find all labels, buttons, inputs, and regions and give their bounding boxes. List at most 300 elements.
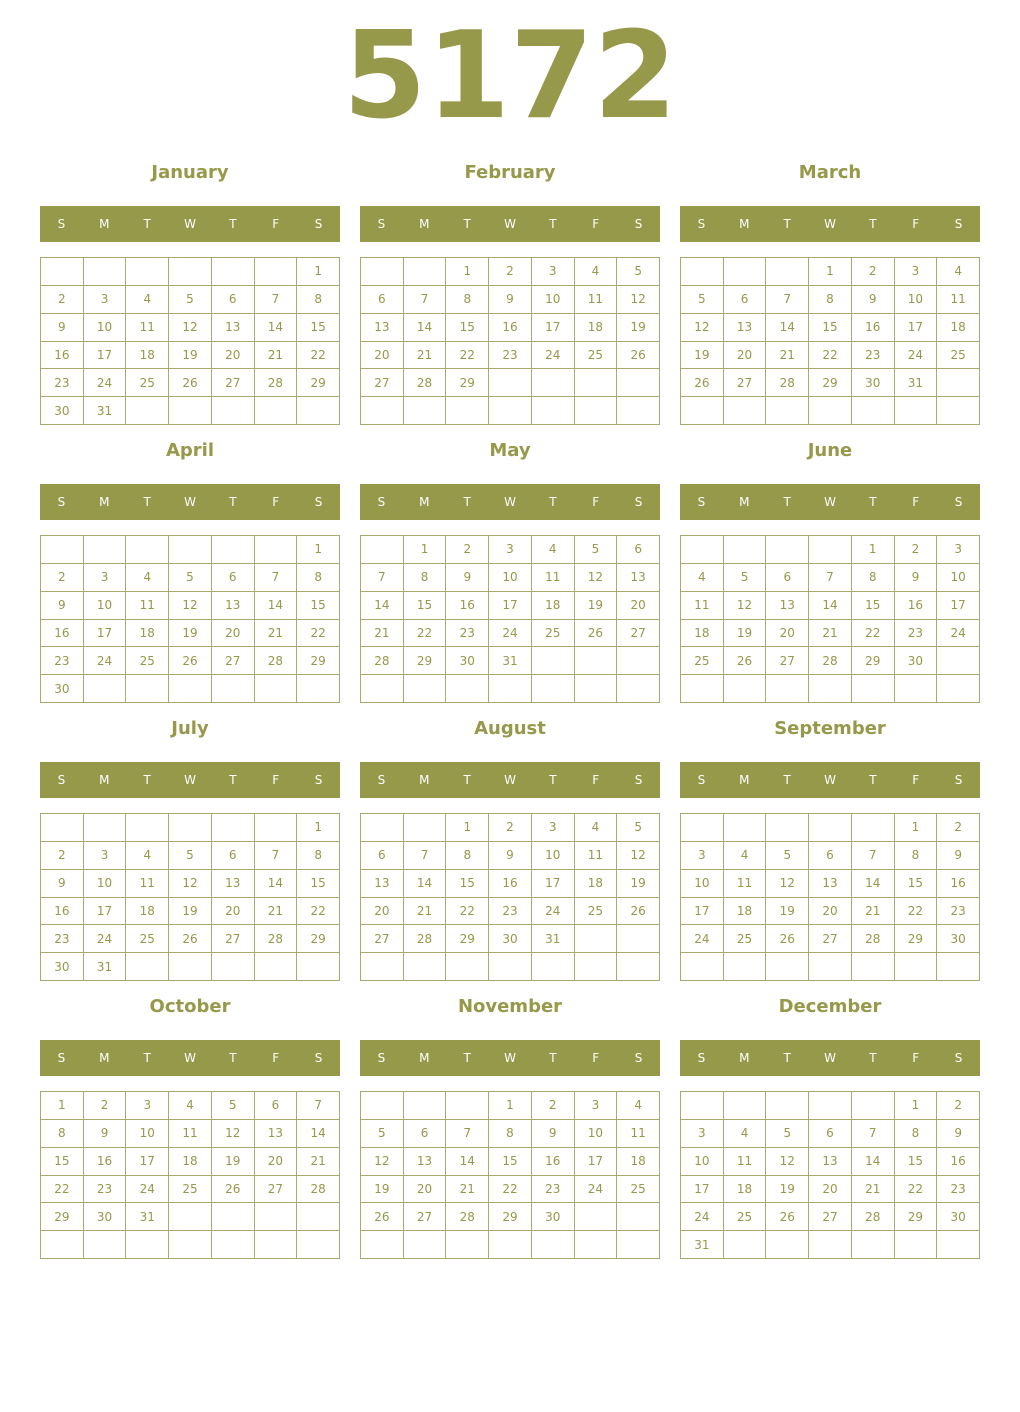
- day-cell: 15: [895, 1148, 938, 1176]
- day-cell: 7: [766, 286, 809, 314]
- day-cell: 30: [895, 647, 938, 675]
- day-cell: 13: [361, 870, 404, 898]
- day-cell: 13: [766, 592, 809, 620]
- day-cell: 29: [297, 925, 340, 953]
- weekday-label: T: [229, 1051, 237, 1065]
- day-cell: 5: [169, 286, 212, 314]
- weekday-label: T: [783, 773, 791, 787]
- weekday-label: S: [314, 773, 323, 787]
- weekday-label: T: [143, 495, 151, 509]
- day-cell: 17: [532, 870, 575, 898]
- empty-cell: [404, 1092, 447, 1120]
- day-cell: 29: [895, 925, 938, 953]
- day-cell: 3: [126, 1092, 169, 1120]
- weekday-label: T: [463, 217, 471, 231]
- day-cell: 24: [489, 620, 532, 648]
- day-cell: 6: [724, 286, 767, 314]
- day-cell: 21: [361, 620, 404, 648]
- empty-cell: [617, 1203, 660, 1231]
- empty-cell: [681, 397, 724, 425]
- day-cell: 26: [361, 1203, 404, 1231]
- day-cell: 30: [489, 925, 532, 953]
- day-cell: 4: [681, 564, 724, 592]
- weekday-header: [40, 206, 340, 242]
- month-december: [680, 994, 980, 1260]
- empty-cell: [255, 814, 298, 842]
- day-cell: 17: [681, 898, 724, 926]
- day-cell: 1: [446, 814, 489, 842]
- empty-cell: [617, 369, 660, 397]
- weekday-label: F: [592, 773, 600, 787]
- weekday-label: M: [99, 217, 110, 231]
- month-title: October: [149, 996, 231, 1017]
- weekday-label: M: [99, 495, 110, 509]
- empty-cell: [255, 397, 298, 425]
- day-cell: 25: [681, 647, 724, 675]
- weekday-label: T: [549, 217, 557, 231]
- empty-cell: [169, 536, 212, 564]
- empty-cell: [404, 397, 447, 425]
- day-cell: 15: [41, 1148, 84, 1176]
- day-cell: 16: [489, 314, 532, 342]
- day-cell: 9: [41, 592, 84, 620]
- day-cell: 25: [724, 1203, 767, 1231]
- day-cell: 14: [852, 1148, 895, 1176]
- day-cell: 25: [126, 647, 169, 675]
- empty-cell: [212, 258, 255, 286]
- day-cell: 19: [617, 870, 660, 898]
- weekday-label: M: [419, 773, 430, 787]
- day-grid: [680, 257, 980, 425]
- day-cell: 21: [852, 1176, 895, 1204]
- day-cell: 10: [84, 314, 127, 342]
- weekday-label: S: [954, 1051, 963, 1065]
- day-cell: 15: [297, 870, 340, 898]
- day-cell: 19: [617, 314, 660, 342]
- day-cell: 8: [297, 842, 340, 870]
- weekday-label: S: [314, 217, 323, 231]
- weekday-label: S: [314, 495, 323, 509]
- day-cell: 18: [126, 898, 169, 926]
- day-cell: 8: [446, 842, 489, 870]
- day-cell: 7: [255, 842, 298, 870]
- day-cell: 14: [766, 314, 809, 342]
- day-cell: 25: [532, 620, 575, 648]
- weekday-label: T: [869, 1051, 877, 1065]
- day-cell: 22: [297, 898, 340, 926]
- day-cell: 21: [446, 1176, 489, 1204]
- day-cell: 17: [84, 342, 127, 370]
- day-cell: 15: [297, 592, 340, 620]
- day-cell: 19: [681, 342, 724, 370]
- day-cell: 1: [446, 258, 489, 286]
- day-cell: 5: [575, 536, 618, 564]
- day-cell: 13: [724, 314, 767, 342]
- day-cell: 15: [852, 592, 895, 620]
- empty-cell: [724, 1092, 767, 1120]
- day-cell: 20: [617, 592, 660, 620]
- empty-cell: [724, 536, 767, 564]
- day-cell: 30: [446, 647, 489, 675]
- day-cell: 10: [489, 564, 532, 592]
- day-cell: 9: [489, 286, 532, 314]
- day-cell: 1: [852, 536, 895, 564]
- day-cell: 29: [404, 647, 447, 675]
- day-cell: 6: [404, 1120, 447, 1148]
- day-cell: 16: [937, 1148, 980, 1176]
- empty-cell: [575, 675, 618, 703]
- weekday-label: S: [697, 773, 706, 787]
- day-cell: 18: [169, 1148, 212, 1176]
- day-cell: 24: [681, 925, 724, 953]
- day-cell: 11: [617, 1120, 660, 1148]
- day-cell: 27: [255, 1176, 298, 1204]
- day-cell: 9: [852, 286, 895, 314]
- day-cell: 18: [617, 1148, 660, 1176]
- empty-cell: [895, 1231, 938, 1259]
- day-cell: 8: [489, 1120, 532, 1148]
- day-cell: 2: [895, 536, 938, 564]
- day-cell: 4: [126, 564, 169, 592]
- day-cell: 28: [809, 647, 852, 675]
- day-cell: 8: [895, 1120, 938, 1148]
- empty-cell: [169, 397, 212, 425]
- empty-cell: [617, 953, 660, 981]
- empty-cell: [575, 397, 618, 425]
- empty-cell: [852, 1092, 895, 1120]
- day-cell: 19: [724, 620, 767, 648]
- empty-cell: [575, 1203, 618, 1231]
- day-grid: [680, 1091, 980, 1259]
- weekday-label: S: [57, 1051, 66, 1065]
- month-february: [360, 160, 660, 426]
- day-cell: 6: [809, 842, 852, 870]
- empty-cell: [681, 1092, 724, 1120]
- day-cell: 11: [169, 1120, 212, 1148]
- empty-cell: [532, 675, 575, 703]
- day-cell: 7: [255, 564, 298, 592]
- empty-cell: [297, 1203, 340, 1231]
- day-grid: [40, 1091, 340, 1259]
- day-cell: 14: [297, 1120, 340, 1148]
- day-cell: 17: [126, 1148, 169, 1176]
- day-cell: 2: [489, 258, 532, 286]
- day-cell: 5: [617, 814, 660, 842]
- day-cell: 17: [681, 1176, 724, 1204]
- month-july: [40, 716, 340, 982]
- empty-cell: [809, 814, 852, 842]
- month-title: December: [778, 996, 882, 1017]
- empty-cell: [937, 369, 980, 397]
- day-cell: 18: [575, 870, 618, 898]
- empty-cell: [255, 953, 298, 981]
- day-cell: 23: [446, 620, 489, 648]
- empty-cell: [681, 814, 724, 842]
- empty-cell: [809, 536, 852, 564]
- empty-cell: [895, 953, 938, 981]
- day-cell: 16: [895, 592, 938, 620]
- weekday-label: F: [912, 1051, 920, 1065]
- month-june: [680, 438, 980, 704]
- empty-cell: [575, 925, 618, 953]
- empty-cell: [681, 258, 724, 286]
- day-cell: 13: [809, 1148, 852, 1176]
- day-cell: 20: [212, 342, 255, 370]
- empty-cell: [681, 536, 724, 564]
- day-cell: 23: [489, 342, 532, 370]
- day-cell: 5: [681, 286, 724, 314]
- day-cell: 1: [809, 258, 852, 286]
- day-cell: 3: [895, 258, 938, 286]
- day-cell: 6: [361, 286, 404, 314]
- day-cell: 25: [617, 1176, 660, 1204]
- day-cell: 23: [895, 620, 938, 648]
- day-cell: 12: [617, 286, 660, 314]
- day-cell: 5: [724, 564, 767, 592]
- day-cell: 22: [297, 342, 340, 370]
- day-cell: 12: [575, 564, 618, 592]
- weekday-label: M: [419, 1051, 430, 1065]
- empty-cell: [532, 1231, 575, 1259]
- month-title: June: [807, 440, 853, 461]
- day-cell: 1: [297, 814, 340, 842]
- day-cell: 19: [169, 898, 212, 926]
- weekday-label: F: [272, 773, 280, 787]
- weekday-label: T: [869, 495, 877, 509]
- weekday-label: F: [912, 773, 920, 787]
- day-cell: 18: [681, 620, 724, 648]
- weekday-label: F: [592, 1051, 600, 1065]
- day-cell: 3: [532, 258, 575, 286]
- day-cell: 17: [575, 1148, 618, 1176]
- day-cell: 27: [361, 925, 404, 953]
- empty-cell: [532, 953, 575, 981]
- day-grid: [40, 813, 340, 981]
- day-grid: [680, 813, 980, 981]
- day-cell: 31: [489, 647, 532, 675]
- day-cell: 13: [617, 564, 660, 592]
- weekday-label: S: [377, 217, 386, 231]
- day-cell: 15: [404, 592, 447, 620]
- empty-cell: [361, 953, 404, 981]
- day-cell: 12: [361, 1148, 404, 1176]
- empty-cell: [724, 1231, 767, 1259]
- day-cell: 30: [41, 675, 84, 703]
- weekday-label: T: [783, 217, 791, 231]
- weekday-header: [360, 206, 660, 242]
- day-cell: 7: [404, 842, 447, 870]
- day-cell: 18: [126, 620, 169, 648]
- month-title: September: [774, 718, 886, 739]
- day-cell: 12: [169, 870, 212, 898]
- day-cell: 18: [937, 314, 980, 342]
- day-cell: 6: [766, 564, 809, 592]
- empty-cell: [766, 953, 809, 981]
- day-cell: 23: [937, 1176, 980, 1204]
- empty-cell: [724, 258, 767, 286]
- day-cell: 17: [489, 592, 532, 620]
- day-cell: 2: [532, 1092, 575, 1120]
- day-cell: 16: [937, 870, 980, 898]
- day-grid: [360, 535, 660, 703]
- empty-cell: [489, 369, 532, 397]
- day-cell: 4: [532, 536, 575, 564]
- weekday-label: S: [697, 217, 706, 231]
- empty-cell: [766, 397, 809, 425]
- day-cell: 17: [532, 314, 575, 342]
- weekday-label: W: [504, 1051, 516, 1065]
- day-cell: 11: [937, 286, 980, 314]
- day-cell: 12: [766, 870, 809, 898]
- day-cell: 21: [255, 898, 298, 926]
- day-cell: 25: [126, 369, 169, 397]
- day-cell: 19: [169, 620, 212, 648]
- empty-cell: [41, 536, 84, 564]
- day-cell: 9: [84, 1120, 127, 1148]
- day-cell: 4: [126, 286, 169, 314]
- day-cell: 13: [212, 314, 255, 342]
- day-cell: 3: [489, 536, 532, 564]
- weekday-header: [680, 484, 980, 520]
- day-cell: 5: [169, 842, 212, 870]
- day-cell: 23: [489, 898, 532, 926]
- day-cell: 24: [84, 925, 127, 953]
- weekday-label: S: [314, 1051, 323, 1065]
- empty-cell: [126, 258, 169, 286]
- empty-cell: [84, 536, 127, 564]
- day-cell: 22: [446, 898, 489, 926]
- day-cell: 16: [41, 620, 84, 648]
- empty-cell: [297, 675, 340, 703]
- empty-cell: [617, 647, 660, 675]
- day-cell: 11: [724, 1148, 767, 1176]
- empty-cell: [212, 536, 255, 564]
- weekday-label: S: [634, 1051, 643, 1065]
- day-cell: 19: [575, 592, 618, 620]
- day-cell: 12: [617, 842, 660, 870]
- empty-cell: [852, 953, 895, 981]
- day-cell: 2: [41, 286, 84, 314]
- weekday-label: W: [184, 495, 196, 509]
- day-grid: [40, 257, 340, 425]
- empty-cell: [575, 953, 618, 981]
- empty-cell: [766, 536, 809, 564]
- day-cell: 4: [937, 258, 980, 286]
- empty-cell: [255, 258, 298, 286]
- month-august: [360, 716, 660, 982]
- day-cell: 16: [84, 1148, 127, 1176]
- day-cell: 21: [255, 620, 298, 648]
- day-cell: 7: [852, 1120, 895, 1148]
- weekday-label: S: [954, 217, 963, 231]
- day-cell: 13: [809, 870, 852, 898]
- day-cell: 12: [169, 592, 212, 620]
- day-cell: 6: [212, 286, 255, 314]
- empty-cell: [212, 953, 255, 981]
- day-cell: 28: [255, 925, 298, 953]
- day-grid: [360, 257, 660, 425]
- weekday-header: [360, 762, 660, 798]
- day-cell: 3: [575, 1092, 618, 1120]
- month-title: May: [489, 440, 531, 461]
- day-cell: 2: [937, 814, 980, 842]
- day-cell: 23: [852, 342, 895, 370]
- empty-cell: [681, 953, 724, 981]
- empty-cell: [255, 675, 298, 703]
- empty-cell: [852, 1231, 895, 1259]
- day-cell: 6: [212, 842, 255, 870]
- day-cell: 19: [766, 898, 809, 926]
- day-cell: 31: [84, 953, 127, 981]
- day-cell: 8: [297, 564, 340, 592]
- day-cell: 5: [766, 1120, 809, 1148]
- day-cell: 12: [766, 1148, 809, 1176]
- day-cell: 4: [724, 842, 767, 870]
- day-cell: 16: [41, 898, 84, 926]
- year-title: 5172: [343, 7, 677, 146]
- day-cell: 31: [532, 925, 575, 953]
- day-grid: [40, 535, 340, 703]
- weekday-label: S: [57, 773, 66, 787]
- weekday-header: [680, 1040, 980, 1076]
- empty-cell: [404, 258, 447, 286]
- day-cell: 23: [41, 647, 84, 675]
- weekday-label: T: [549, 1051, 557, 1065]
- day-cell: 14: [809, 592, 852, 620]
- empty-cell: [575, 369, 618, 397]
- day-cell: 11: [575, 286, 618, 314]
- day-cell: 17: [895, 314, 938, 342]
- day-cell: 29: [895, 1203, 938, 1231]
- weekday-header: [40, 762, 340, 798]
- day-cell: 26: [617, 898, 660, 926]
- day-cell: 9: [446, 564, 489, 592]
- weekday-label: F: [592, 217, 600, 231]
- weekday-label: S: [377, 495, 386, 509]
- weekday-label: W: [504, 495, 516, 509]
- day-cell: 6: [255, 1092, 298, 1120]
- day-cell: 9: [532, 1120, 575, 1148]
- day-cell: 5: [766, 842, 809, 870]
- day-cell: 2: [446, 536, 489, 564]
- day-cell: 8: [895, 842, 938, 870]
- weekday-header: [40, 1040, 340, 1076]
- day-cell: 7: [446, 1120, 489, 1148]
- month-title: August: [474, 718, 546, 739]
- weekday-label: S: [57, 495, 66, 509]
- day-cell: 8: [41, 1120, 84, 1148]
- weekday-label: F: [912, 495, 920, 509]
- day-cell: 30: [532, 1203, 575, 1231]
- weekday-label: W: [184, 217, 196, 231]
- day-cell: 8: [852, 564, 895, 592]
- day-cell: 10: [532, 286, 575, 314]
- empty-cell: [766, 814, 809, 842]
- weekday-label: T: [869, 773, 877, 787]
- day-cell: 11: [681, 592, 724, 620]
- empty-cell: [126, 397, 169, 425]
- day-cell: 30: [41, 953, 84, 981]
- weekday-label: W: [824, 1051, 836, 1065]
- day-cell: 22: [852, 620, 895, 648]
- weekday-label: W: [824, 773, 836, 787]
- day-cell: 16: [41, 342, 84, 370]
- day-cell: 27: [212, 925, 255, 953]
- day-cell: 10: [937, 564, 980, 592]
- empty-cell: [766, 1092, 809, 1120]
- day-cell: 28: [446, 1203, 489, 1231]
- day-cell: 20: [724, 342, 767, 370]
